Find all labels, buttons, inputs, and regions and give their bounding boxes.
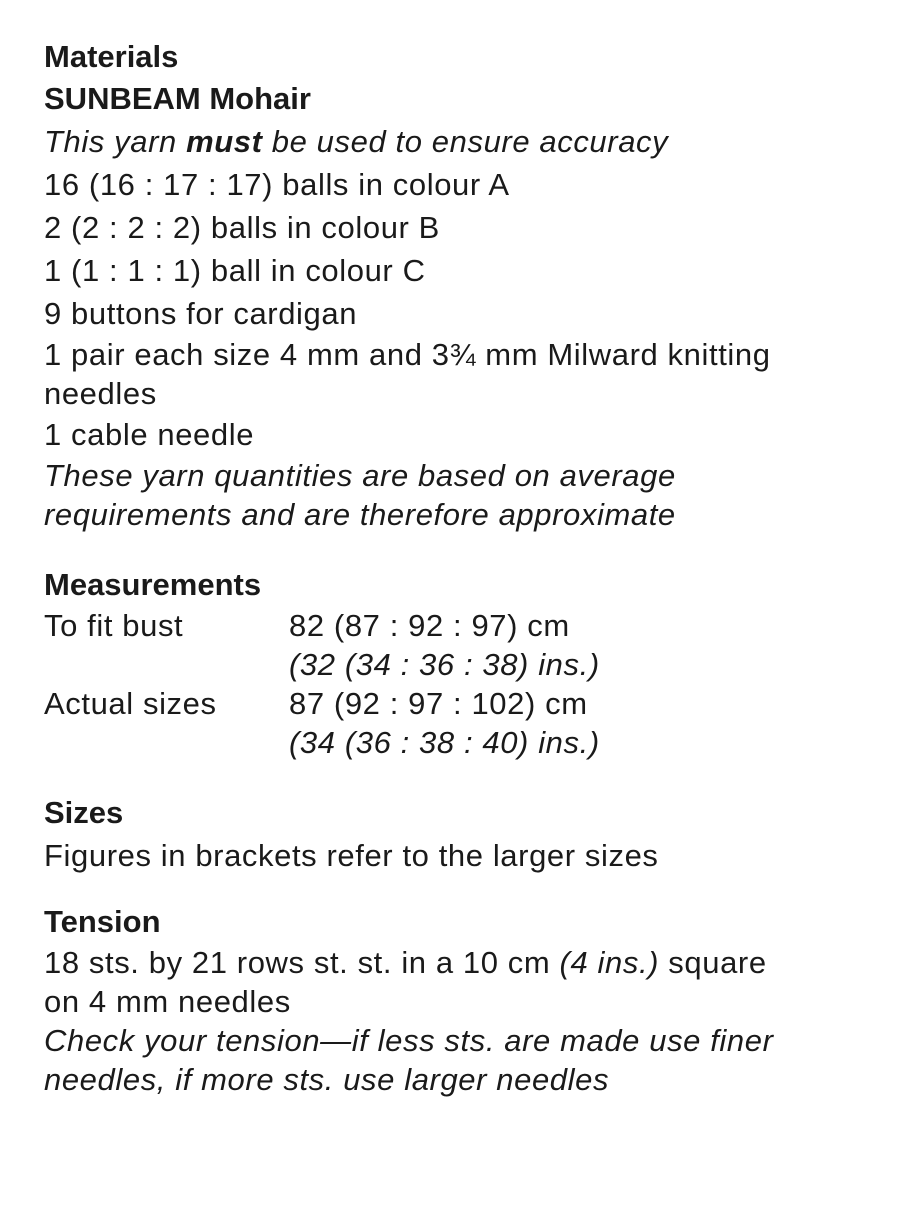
bust-cm: 82 (87 : 92 : 97) cm	[289, 608, 570, 643]
actual-label: Actual sizes	[44, 686, 217, 721]
tension-section	[44, 901, 904, 1099]
yarn-note-emphasis: must	[186, 124, 263, 159]
measurements-section	[44, 564, 904, 762]
tension-line-1-ins: (4 ins.)	[559, 945, 660, 980]
material-item-colour-c: 1 (1 : 1 : 1) ball in colour C	[44, 253, 426, 288]
sizes-section	[44, 792, 904, 877]
sizes-text: Figures in brackets refer to the larger sizes	[44, 838, 659, 873]
disclaimer-line-1: These yarn quantities are based on average	[44, 458, 676, 493]
material-item-colour-b: 2 (2 : 2 : 2) balls in colour B	[44, 210, 440, 245]
tension-line-1-pre: 18 sts. by 21 rows st. st. in a 10 cm	[44, 945, 560, 980]
measurement-row	[44, 684, 600, 723]
materials-section	[44, 36, 904, 534]
yarn-note-post: be used to ensure accuracy	[262, 124, 669, 159]
tension-line-1-post: square	[659, 945, 767, 980]
tension-line-2: on 4 mm needles	[44, 984, 291, 1019]
measurement-row	[44, 723, 600, 762]
material-item-buttons: 9 buttons for cardigan	[44, 296, 358, 331]
yarn-note-pre: This yarn	[44, 124, 187, 159]
measurement-row	[44, 645, 600, 684]
measurements-heading: Measurements	[44, 567, 262, 602]
material-item-needles: 1 pair each size 4 mm and 3¾ mm Milward knitting	[44, 337, 771, 372]
material-item-cable-needle: 1 cable needle	[44, 417, 255, 452]
bust-label: To fit bust	[44, 608, 184, 643]
material-item-colour-a: 16 (16 : 17 : 17) balls in colour A	[44, 167, 510, 202]
bust-ins: (32 (34 : 36 : 38) ins.)	[289, 647, 600, 682]
tension-line-1	[44, 943, 904, 982]
yarn-name: SUNBEAM Mohair	[44, 81, 311, 116]
actual-ins: (34 (36 : 38 : 40) ins.)	[289, 725, 600, 760]
sizes-heading: Sizes	[44, 795, 124, 830]
yarn-note	[44, 120, 904, 163]
pattern-page	[44, 36, 904, 1099]
measurement-row	[44, 606, 600, 645]
actual-cm: 87 (92 : 97 : 102) cm	[289, 686, 588, 721]
materials-heading: Materials	[44, 39, 179, 74]
material-item-needles-cont: needles	[44, 376, 157, 411]
tension-check-2: needles, if more sts. use larger needles	[44, 1062, 610, 1097]
measurements-table	[44, 606, 600, 762]
tension-check-1: Check your tension—if less sts. are made use finer	[44, 1023, 774, 1058]
disclaimer-line-2: requirements and are therefore approximate	[44, 497, 676, 532]
tension-heading: Tension	[44, 904, 161, 939]
